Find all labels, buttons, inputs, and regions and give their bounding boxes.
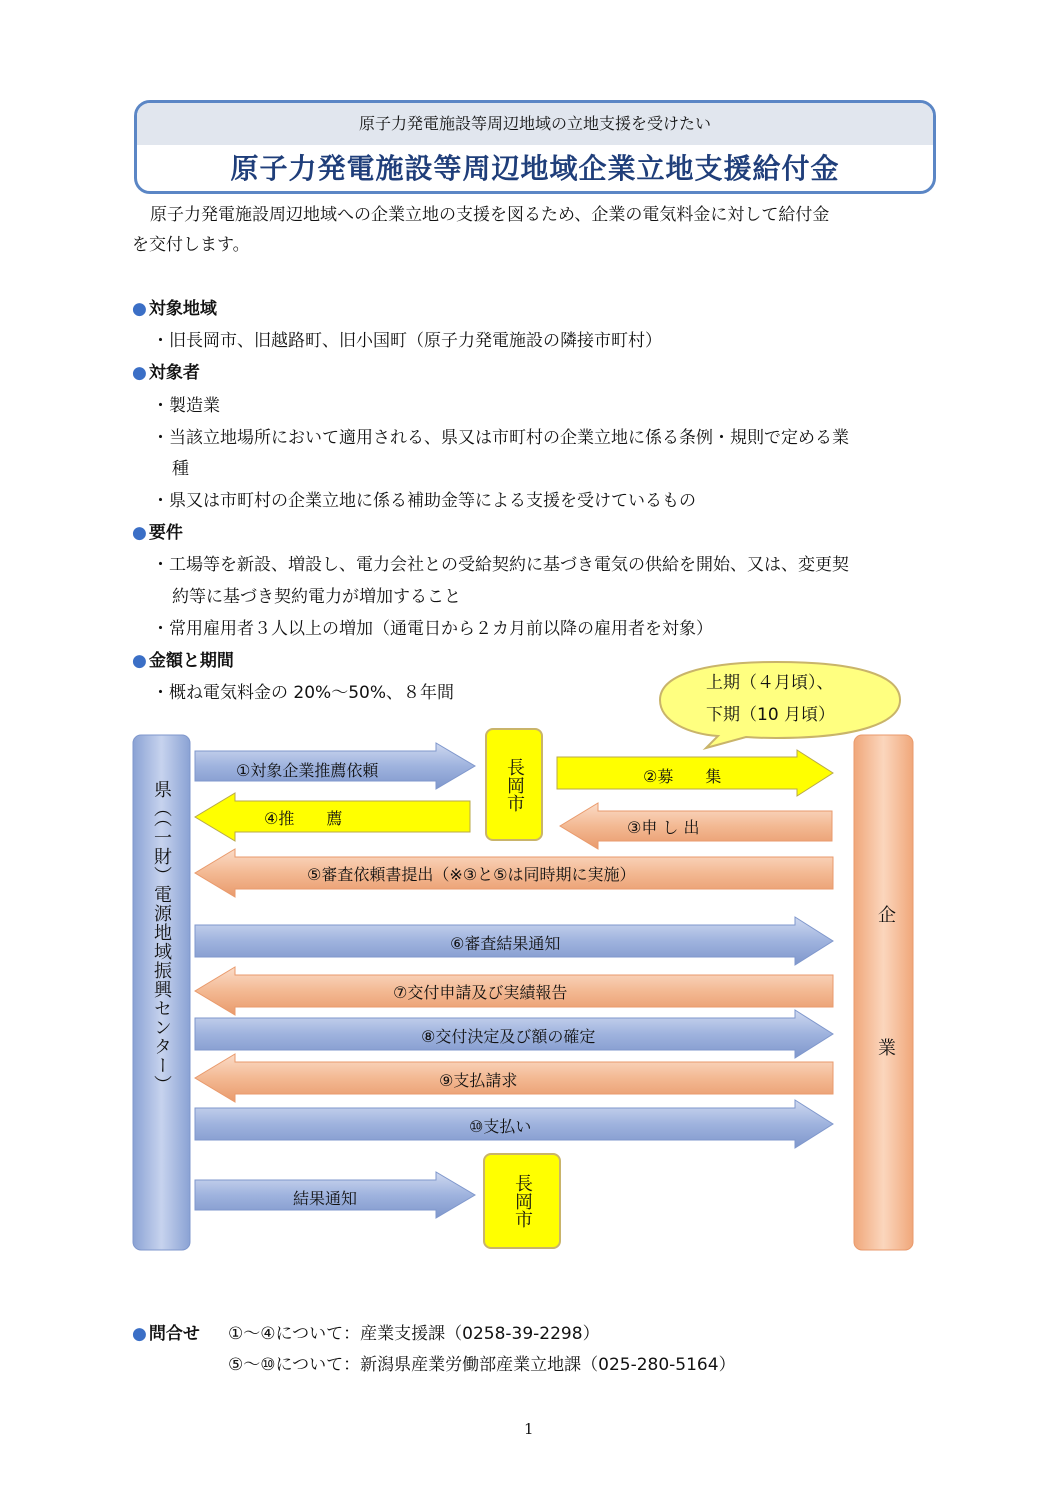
arrow-2-label: ②募 集	[643, 767, 722, 786]
callout-line-2: 下期（10 月頃）	[706, 705, 836, 725]
intro-line-2: を交付します。	[132, 235, 250, 255]
req-item-1a: ・工場等を新設、増設し、電力会社との受給契約に基づき電気の供給を開始、又は、変更契	[152, 555, 849, 575]
arrow-10-label: ⑩支払い	[469, 1117, 532, 1136]
nagaoka-box-bottom: 長岡市	[483, 1153, 561, 1249]
target-item-2b: 種	[172, 459, 189, 479]
page-number: 1	[524, 1420, 534, 1438]
target-item-2a: ・当該立地場所において適用される、県又は市町村の企業立地に係る条例・規則で定める業	[152, 428, 849, 448]
bullet-dot-icon: ●	[132, 363, 147, 383]
bullet-dot-icon: ●	[132, 299, 147, 319]
target-item-3: ・県又は市町村の企業立地に係る補助金等による支援を受けているもの	[152, 491, 696, 511]
callout-line-1: 上期（４月頃）、	[706, 673, 834, 693]
bullet-dot-icon: ●	[132, 1324, 147, 1344]
arrow-4-label: ④推 薦	[264, 809, 343, 828]
company-bar	[854, 735, 913, 1250]
arrow-3-label: ③申 し 出	[627, 818, 700, 837]
intro-line-1: 原子力発電施設周辺地域への企業立地の支援を図るため、企業の電気料金に対して給付金	[150, 205, 830, 225]
arrow-result-label: 結果通知	[293, 1189, 358, 1208]
heading-contact: ● 問合せ	[132, 1324, 200, 1344]
page-title: 原子力発電施設等周辺地域企業立地支援給付金	[230, 152, 840, 185]
target-item-1: ・製造業	[152, 396, 220, 416]
heading-area: ● 対象地域	[132, 299, 217, 319]
req-item-2: ・常用雇用者３人以上の増加（通電日から２カ月前以降の雇用者を対象）	[152, 619, 713, 639]
contact-line-2: ⑤〜⑩について：新潟県産業労働部産業立地課（025-280-5164）	[228, 1355, 736, 1375]
nagaoka-box-top: 長岡市	[485, 728, 543, 841]
req-item-1b: 約等に基づき契約電力が増加すること	[172, 587, 461, 607]
heading-target: ● 対象者	[132, 363, 200, 383]
bullet-dot-icon: ●	[132, 523, 147, 543]
arrow-9-label: ⑨支払請求	[439, 1071, 518, 1090]
arrow-6-label: ⑥審査結果通知	[450, 934, 561, 953]
subtitle: 原子力発電施設等周辺地域の立地支援を受けたい	[137, 103, 933, 145]
arrow-5-label: ⑤審査依頼書提出（※③と⑤は同時期に実施）	[307, 865, 636, 884]
amount-item: ・概ね電気料金の 20%〜50%、８年間	[152, 683, 454, 703]
company-label-2: 業	[875, 1038, 896, 1057]
area-item: ・旧長岡市、旧越路町、旧小国町（原子力発電施設の隣接市町村）	[152, 331, 662, 351]
arrow-8-label: ⑧交付決定及び額の確定	[421, 1027, 596, 1046]
arrow-1-label: ①対象企業推薦依頼	[236, 761, 379, 780]
heading-amount: ● 金額と期間	[132, 651, 234, 671]
bullet-dot-icon: ●	[132, 651, 147, 671]
arrow-7-label: ⑦交付申請及び実績報告	[393, 983, 568, 1002]
prefecture-label: 県（（一財）電源地域振興センター）	[151, 780, 172, 1094]
contact-line-1: ①〜④について：産業支援課（0258-39-2298）	[228, 1324, 600, 1344]
company-label-1: 企	[875, 905, 896, 923]
heading-requirements: ● 要件	[132, 523, 183, 543]
